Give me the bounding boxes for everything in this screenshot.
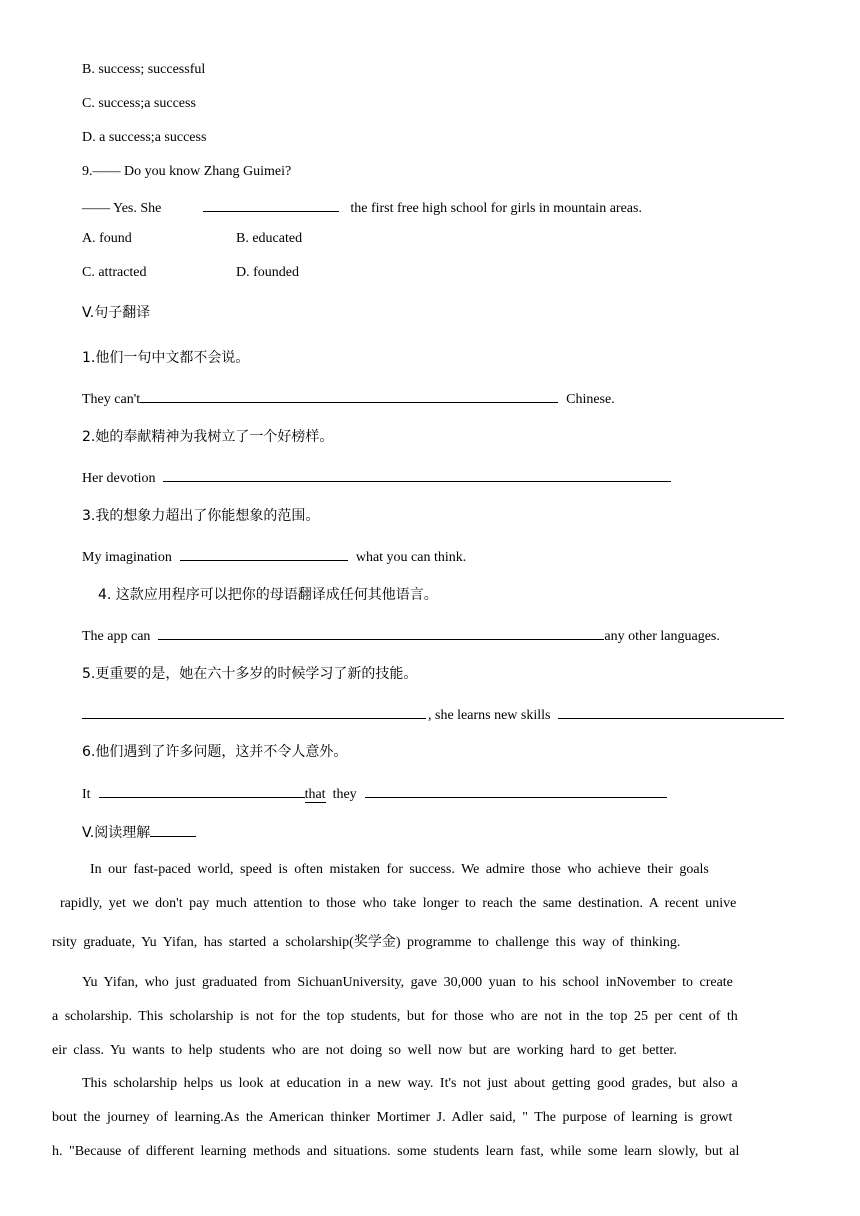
item-1-blank[interactable] bbox=[140, 388, 558, 403]
translation-item-5-en bbox=[82, 704, 784, 725]
q9-option-d: D. founded bbox=[236, 265, 299, 280]
item-4-blank[interactable] bbox=[158, 625, 604, 640]
p3-line-3: h. "Because of different learning methods and situations. some students learn fast, while some learn slowly, but al bbox=[52, 1144, 740, 1159]
translation-item-6-en bbox=[82, 783, 667, 804]
q9-blank[interactable] bbox=[203, 197, 339, 212]
translation-item-1-zh: 1.他们一句中文都不会说。 bbox=[82, 350, 250, 366]
reading-title-text: V.阅读理解 bbox=[82, 825, 151, 841]
reading-paragraph-3 bbox=[52, 1075, 808, 1160]
translation-item-3-zh: 3.我的想象力超出了你能想象的范围。 bbox=[82, 508, 320, 524]
item-6-that: that bbox=[304, 787, 326, 802]
q8-option-d: D. a success;a success bbox=[82, 130, 207, 145]
translation-item-1-en bbox=[82, 388, 615, 409]
reading-section-title bbox=[82, 822, 196, 842]
item-5-blank-2[interactable] bbox=[558, 704, 784, 719]
q9-option-a: A. found bbox=[82, 231, 132, 246]
item-2-prefix: Her devotion bbox=[82, 471, 156, 486]
p2-line-1: Yu Yifan, who just graduated from SichuanUniversity, gave 30,000 yuan to his school inNovember to create bbox=[82, 975, 733, 990]
item-3-suffix: what you can think. bbox=[355, 550, 467, 565]
q8-option-b: B. success; successful bbox=[82, 62, 206, 77]
p3-line-2: bout the journey of learning.As the American thinker Mortimer J. Adler said, " The purpose of learning is growt bbox=[52, 1110, 733, 1125]
item-1-suffix: Chinese. bbox=[566, 392, 615, 407]
item-3-blank[interactable] bbox=[180, 546, 348, 561]
item-4-prefix: The app can bbox=[82, 629, 151, 644]
p1-line-3: rsity graduate, Yu Yifan, has started a scholarship(奖学金) programme to challenge this way of thinking. bbox=[52, 935, 681, 950]
item-5-blank-1[interactable] bbox=[82, 704, 426, 719]
translation-item-4-zh: 4. 这款应用程序可以把你的母语翻译成任何其他语言。 bbox=[98, 587, 438, 603]
item-5-mid: , she learns new skills bbox=[428, 708, 551, 723]
item-6-blank-2[interactable] bbox=[365, 783, 667, 798]
translation-item-5-zh: 5.更重要的是，她在六十多岁的时候学习了新的技能。 bbox=[82, 666, 418, 682]
item-6-prefix: It bbox=[82, 787, 91, 802]
p2-line-2: a scholarship. This scholarship is not for the top students, but for those who are not in the top 25 per cent of th bbox=[52, 1009, 738, 1024]
item-1-prefix: They can't bbox=[82, 392, 141, 407]
reading-title-underline bbox=[150, 822, 196, 837]
translation-item-6-zh: 6.他们遇到了许多问题，这并不令人意外。 bbox=[82, 744, 348, 760]
q9-answer-prefix: —— Yes. She bbox=[82, 201, 162, 216]
translation-item-2-en bbox=[82, 467, 671, 488]
translation-item-2-zh: 2.她的奉献精神为我树立了一个好榜样。 bbox=[82, 429, 334, 445]
q8-option-c: C. success;a success bbox=[82, 96, 196, 111]
item-6-blank-1[interactable] bbox=[99, 783, 305, 798]
p1-line-2: rapidly, yet we don't pay much attention to those who take longer to reach the same destination. A recent unive bbox=[60, 896, 737, 911]
translation-item-3-en bbox=[82, 546, 466, 567]
q9-question: 9.—— Do you know Zhang Guimei? bbox=[82, 164, 292, 179]
item-6-they: they bbox=[332, 787, 357, 802]
q9-answer-line bbox=[82, 197, 642, 218]
item-4-suffix: any other languages. bbox=[604, 629, 720, 644]
p1-line-1: In our fast-paced world, speed is often mistaken for success. We admire those who achieve their goals bbox=[90, 862, 709, 877]
p3-line-1: This scholarship helps us look at education in a new way. It's not just about getting good grades, but also a bbox=[82, 1076, 738, 1091]
q9-answer-suffix: the first free high school for girls in mountain areas. bbox=[350, 201, 642, 216]
q9-option-c: C. attracted bbox=[82, 265, 147, 280]
q9-option-b: B. educated bbox=[236, 231, 303, 246]
translation-item-4-en bbox=[82, 625, 720, 646]
item-3-prefix: My imagination bbox=[82, 550, 172, 565]
translation-section-title: V.句子翻译 bbox=[82, 305, 151, 321]
reading-paragraph-1 bbox=[52, 861, 808, 951]
reading-paragraph-2 bbox=[52, 974, 808, 1059]
item-2-blank[interactable] bbox=[163, 467, 671, 482]
p2-line-3: eir class. Yu wants to help students who are not doing so well now but are working hard to get better. bbox=[52, 1043, 677, 1058]
